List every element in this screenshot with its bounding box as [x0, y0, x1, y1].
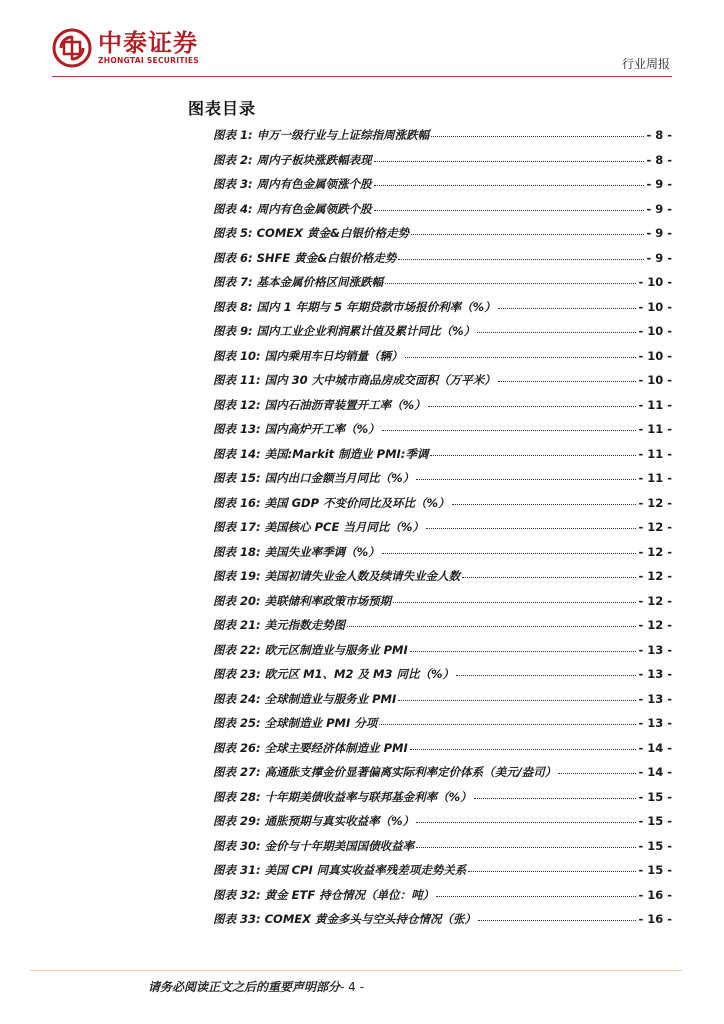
toc-entry-page: - 12 - [638, 544, 672, 559]
toc-dot-leader [347, 625, 636, 627]
toc-dot-leader [498, 307, 637, 309]
toc-entry[interactable] [213, 250, 672, 275]
toc-entry-label: 图表 22: 欧元区制造业与服务业 PMI [213, 642, 408, 657]
toc-entry-label: 图表 1: 申万一级行业与上证综指周涨跌幅 [213, 128, 430, 142]
toc-entry[interactable] [213, 666, 672, 691]
toc-entry-label: 图表 25: 全球制造业 PMI 分项 [213, 716, 378, 730]
toc-entry[interactable] [213, 838, 672, 863]
toc-dot-leader [411, 233, 644, 235]
toc-entry-label: 图表 15: 国内出口金额当月同比（%） [213, 471, 415, 485]
report-type-label: 行业周报 [621, 57, 670, 71]
toc-entry-label: 图表 17: 美国核心 PCE 当月同比（%） [213, 520, 424, 534]
toc-entry-label: 图表 8: 国内 1 年期与 5 年期贷款市场报价利率（%） [213, 299, 496, 314]
toc-entry-page: - 16 - [638, 887, 672, 902]
toc-entry[interactable] [213, 691, 672, 716]
toc-entry[interactable] [213, 740, 672, 765]
toc-entry-label: 图表 12: 国内石油沥青装置开工率（%） [213, 397, 426, 412]
toc-entry-page: - 14 - [638, 740, 672, 755]
toc-entry-page: - 10 - [638, 373, 672, 387]
toc-entry[interactable] [213, 862, 672, 887]
toc-entry-label: 图表 9: 国内工业企业利润累计值及累计同比（%） [213, 324, 476, 338]
toc-entry-page: - 12 - [638, 520, 672, 534]
toc-dot-leader [382, 429, 637, 431]
toc-entry-page: - 11 - [638, 471, 672, 485]
toc-dot-leader [374, 184, 645, 186]
toc-entry-label: 图表 21: 美元指数走势图 [213, 618, 346, 632]
toc-entry-label: 图表 32: 黄金 ETF 持仓情况（单位：吨） [213, 887, 435, 902]
toc-entry-label: 图表 26: 全球主要经济体制造业 PMI [213, 740, 408, 755]
toc-entry-page: - 13 - [638, 716, 672, 730]
header-divider [52, 76, 672, 77]
toc-entry[interactable] [213, 421, 672, 446]
toc-entry-page: - 9 - [646, 226, 672, 240]
toc-entry-page: - 11 - [638, 397, 672, 412]
toc-dot-leader [428, 405, 637, 407]
toc-entry[interactable] [213, 593, 672, 618]
toc-dot-leader [374, 209, 645, 211]
brand-logo-icon [52, 28, 92, 68]
toc-entry[interactable] [213, 617, 672, 642]
brand-name-en: ZHONGTAI SECURITIES [98, 56, 199, 65]
page-number: - 4 - [340, 980, 364, 994]
toc-entry-page: - 10 - [638, 299, 672, 314]
toc-dot-leader [498, 380, 637, 382]
toc-entry[interactable] [213, 642, 672, 667]
toc-entry-label: 图表 10: 国内乘用车日均销量（辆） [213, 348, 403, 363]
toc-entry-label: 图表 16: 美国 GDP 不变价同比及环比（%） [213, 495, 450, 510]
toc-entry[interactable] [213, 274, 672, 299]
toc-entry-page: - 13 - [638, 691, 672, 706]
toc-entry[interactable] [213, 176, 672, 201]
toc-entry-label: 图表 3: 周内有色金属领涨个股 [213, 177, 372, 191]
toc-entry[interactable] [213, 299, 672, 324]
toc-entry-label: 图表 14: 美国:Markit 制造业 PMI:季调 [213, 446, 429, 461]
toc-entry[interactable] [213, 127, 672, 152]
toc-entry-label: 图表 4: 周内有色金属领跌个股 [213, 201, 372, 216]
toc-entry-label: 图表 23: 欧元区 M1、M2 及 M3 同比（%） [213, 667, 454, 681]
toc-dot-leader [558, 772, 636, 774]
toc-dot-leader [462, 576, 636, 578]
toc-dot-leader [430, 454, 636, 456]
toc-dot-leader [426, 527, 637, 529]
brand-name-cn: 中泰证券 [98, 29, 198, 57]
toc-entry-label: 图表 33: COMEX 黄金多头与空头持仓情况（张） [213, 912, 476, 926]
toc-dot-leader [477, 331, 636, 333]
toc-entry[interactable] [213, 764, 672, 789]
toc-entry-page: - 9 - [646, 201, 672, 216]
toc-entry-label: 图表 28: 十年期美债收益率与联邦基金利率（%） [213, 789, 472, 804]
toc-dot-leader [398, 699, 636, 701]
toc-entry-page: - 15 - [638, 863, 672, 877]
toc-entry[interactable] [213, 544, 672, 569]
toc-entry[interactable] [213, 813, 672, 838]
footer-divider [30, 970, 682, 971]
toc-entry-label: 图表 6: SHFE 黄金&白银价格走势 [213, 250, 397, 265]
toc-dot-leader [456, 674, 636, 676]
toc-entry[interactable] [213, 470, 672, 495]
toc-entry-page: - 12 - [638, 495, 672, 510]
toc-dot-leader [452, 503, 637, 505]
toc-entry-page: - 15 - [638, 838, 672, 853]
toc-entry-page: - 10 - [638, 348, 672, 363]
toc-dot-leader [410, 650, 637, 652]
toc-list [213, 127, 672, 936]
toc-entry-page: - 13 - [638, 667, 672, 681]
toc-dot-leader [385, 282, 636, 284]
toc-entry-label: 图表 19: 美国初请失业金人数及续请失业金人数 [213, 569, 461, 583]
page-header [0, 0, 724, 80]
toc-entry[interactable] [213, 201, 672, 226]
toc-entry-page: - 8 - [646, 152, 672, 167]
toc-entry[interactable] [213, 715, 672, 740]
toc-dot-leader [405, 356, 637, 358]
toc-entry-page: - 9 - [646, 250, 672, 265]
toc-entry[interactable] [213, 348, 672, 373]
toc-entry-page: - 12 - [638, 569, 672, 583]
toc-dot-leader [382, 552, 637, 554]
toc-entry-label: 图表 2: 周内子板块涨跌幅表现 [213, 152, 372, 167]
toc-dot-leader [374, 160, 645, 162]
toc-entry-page: - 13 - [638, 642, 672, 657]
toc-entry[interactable] [213, 887, 672, 912]
toc-dot-leader [416, 846, 636, 848]
toc-entry-label: 图表 13: 国内高炉开工率（%） [213, 422, 380, 436]
toc-entry-label: 图表 18: 美国失业率季调（%） [213, 544, 380, 559]
toc-dot-leader [410, 748, 637, 750]
toc-entry[interactable] [213, 519, 672, 544]
toc-entry[interactable] [213, 225, 672, 250]
toc-dot-leader [436, 895, 636, 897]
toc-entry-page: - 11 - [638, 446, 672, 461]
toc-entry[interactable] [213, 568, 672, 593]
toc-entry-label: 图表 7: 基本金属价格区间涨跌幅 [213, 275, 384, 289]
toc-entry[interactable] [213, 397, 672, 422]
toc-entry[interactable] [213, 446, 672, 471]
toc-entry[interactable] [213, 152, 672, 177]
toc-entry-page: - 9 - [646, 177, 672, 191]
toc-entry-label: 图表 27: 高通胀支撑金价显著偏离实际利率定价体系（美元/盎司） [213, 765, 557, 779]
toc-entry-label: 图表 29: 通胀预期与真实收益率（%） [213, 814, 415, 828]
toc-dot-leader [416, 821, 636, 823]
toc-dot-leader [468, 870, 636, 872]
toc-entry-page: - 11 - [638, 422, 672, 436]
toc-entry-page: - 8 - [646, 128, 672, 142]
toc-entry[interactable] [213, 911, 672, 936]
toc-entry-label: 图表 31: 美国 CPI 同真实收益率残差项走势关系 [213, 863, 467, 877]
toc-entry[interactable] [213, 323, 672, 348]
toc-dot-leader [416, 478, 636, 480]
toc-title: 图表目录 [188, 99, 257, 118]
page-footer [148, 978, 364, 995]
toc-entry-page: - 14 - [638, 765, 672, 779]
toc-entry-page: - 15 - [638, 789, 672, 804]
toc-dot-leader [379, 723, 636, 725]
toc-dot-leader [431, 135, 644, 137]
toc-dot-leader [393, 601, 636, 603]
toc-entry[interactable] [213, 495, 672, 520]
toc-entry-page: - 12 - [638, 618, 672, 632]
toc-dot-leader [398, 258, 644, 260]
toc-entry-page: - 10 - [638, 324, 672, 338]
footer-disclaimer: 请务必阅读正文之后的重要声明部分 [148, 980, 341, 994]
toc-dot-leader [478, 919, 636, 921]
toc-entry-label: 图表 20: 美联储利率政策市场预期 [213, 593, 392, 608]
toc-entry[interactable] [213, 372, 672, 397]
toc-entry-label: 图表 30: 金价与十年期美国国债收益率 [213, 838, 415, 853]
toc-entry-page: - 15 - [638, 814, 672, 828]
toc-entry-page: - 12 - [638, 593, 672, 608]
toc-entry-label: 图表 24: 全球制造业与服务业 PMI [213, 691, 397, 706]
toc-entry-page: - 16 - [638, 912, 672, 926]
brand-logo [52, 26, 199, 70]
toc-entry-label: 图表 11: 国内 30 大中城市商品房成交面积（万平米） [213, 373, 496, 387]
toc-dot-leader [474, 797, 637, 799]
toc-entry-label: 图表 5: COMEX 黄金&白银价格走势 [213, 226, 410, 240]
toc-entry-page: - 10 - [638, 275, 672, 289]
toc-entry[interactable] [213, 789, 672, 814]
